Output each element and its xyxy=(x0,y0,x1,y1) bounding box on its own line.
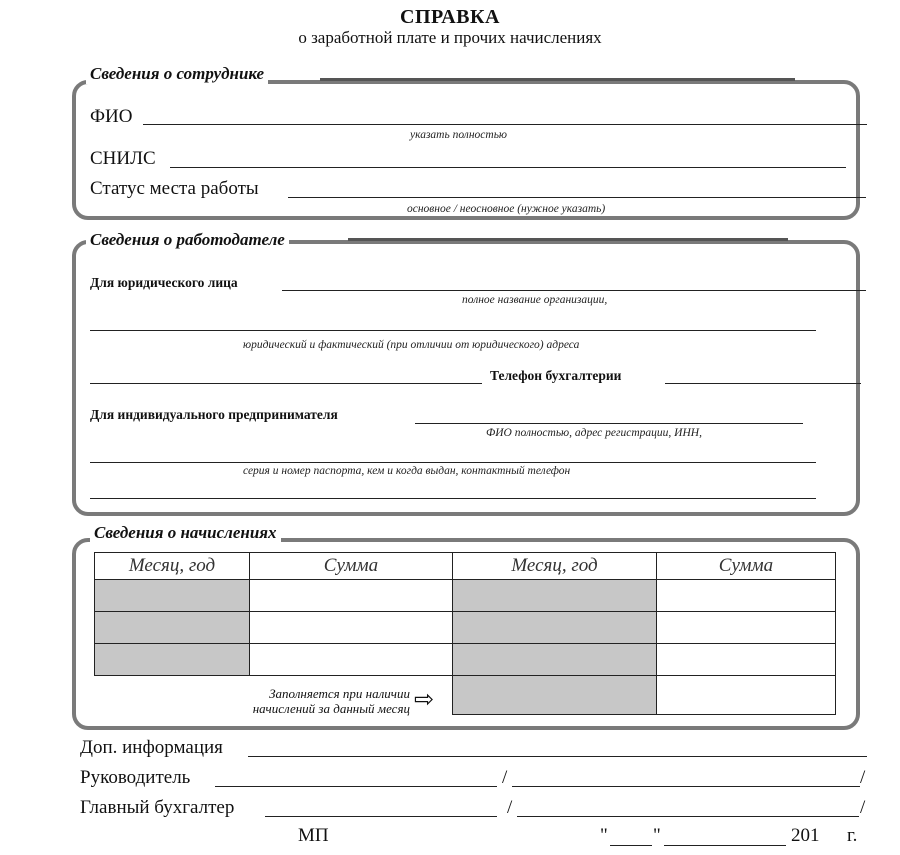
month-cell[interactable] xyxy=(453,676,657,715)
stamp-place-label: МП xyxy=(298,825,329,846)
head-name-field[interactable] xyxy=(512,786,860,787)
sum-cell[interactable] xyxy=(250,580,453,612)
month-cell[interactable] xyxy=(95,612,250,644)
sum-cell[interactable] xyxy=(657,644,836,676)
arrow-right-icon: ⇨ xyxy=(414,685,435,713)
fill-note xyxy=(184,686,410,716)
date-quote-close: " xyxy=(653,825,661,846)
date-day-field[interactable] xyxy=(610,845,652,846)
month-cell[interactable] xyxy=(453,580,657,612)
employee-section-box xyxy=(72,80,860,220)
chief-signature-field[interactable] xyxy=(265,816,497,817)
sum-cell[interactable] xyxy=(250,644,453,676)
passport-hint: серия и номер паспорта, кем и когда выдан, контактный телефон xyxy=(243,465,571,477)
legal-entity-field[interactable] xyxy=(282,290,866,291)
ip-field[interactable] xyxy=(415,423,803,424)
snils-label: СНИЛС xyxy=(90,148,156,169)
date-year-suffix: г. xyxy=(847,825,858,846)
employer-section-title: Сведения о работодателе xyxy=(86,230,289,250)
ip-details-field-2[interactable] xyxy=(90,498,816,499)
month-cell[interactable] xyxy=(95,580,250,612)
document-title: СПРАВКА xyxy=(400,6,500,28)
fio-hint: указать полностью xyxy=(410,129,508,141)
document-subtitle: о заработной плате и прочих начислениях xyxy=(298,28,602,47)
sum-cell[interactable] xyxy=(657,580,836,612)
status-label: Статус места работы xyxy=(90,178,259,199)
sum-header: Сумма xyxy=(250,553,453,580)
month-year-header: Месяц, год xyxy=(95,553,250,580)
month-cell[interactable] xyxy=(95,644,250,676)
accounting-phone-label: Телефон бухгалтерии xyxy=(490,368,622,383)
head-label: Руководитель xyxy=(80,767,191,788)
status-hint: основное / неосновное (нужное указать) xyxy=(407,203,606,215)
chief-slash: / xyxy=(507,797,513,818)
ip-label: Для индивидуального предпринимателя xyxy=(90,407,338,422)
chief-name-field[interactable] xyxy=(517,816,859,817)
ip-hint: ФИО полностью, адрес регистрации, ИНН, xyxy=(486,427,702,439)
head-slash: / xyxy=(502,767,508,788)
address-field[interactable] xyxy=(90,330,816,331)
sum-cell[interactable] xyxy=(657,612,836,644)
date-month-field[interactable] xyxy=(664,845,786,846)
date-quote-open: " xyxy=(600,825,608,846)
fio-field[interactable] xyxy=(143,124,867,125)
ip-details-field[interactable] xyxy=(90,462,816,463)
table-header-row xyxy=(95,553,836,580)
table-row xyxy=(95,580,836,612)
month-cell[interactable] xyxy=(453,612,657,644)
extra-info-field[interactable] xyxy=(248,756,867,757)
legal-entity-label: Для юридического лица xyxy=(90,275,238,290)
fill-note-line1: Заполняется при наличии xyxy=(269,686,410,701)
sum-cell[interactable] xyxy=(657,676,836,715)
snils-field[interactable] xyxy=(170,167,846,168)
month-year-header-2: Месяц, год xyxy=(453,553,657,580)
month-cell[interactable] xyxy=(453,644,657,676)
accounting-phone-field[interactable] xyxy=(665,383,861,384)
sum-header-2: Сумма xyxy=(657,553,836,580)
head-signature-field[interactable] xyxy=(215,786,497,787)
accruals-section-title: Сведения о начислениях xyxy=(90,523,281,543)
sum-cell[interactable] xyxy=(250,612,453,644)
employee-section-title: Сведения о сотруднике xyxy=(86,64,268,84)
address-hint: юридический и фактический (при отличии от юридического) адреса xyxy=(243,339,580,351)
chief-slash-end: / xyxy=(860,797,866,818)
table-row xyxy=(95,612,836,644)
employer-title-line xyxy=(348,238,788,241)
chief-accountant-label: Главный бухгалтер xyxy=(80,797,235,818)
extra-info-label: Доп. информация xyxy=(80,737,223,758)
fill-note-line2: начислений за данный месяц xyxy=(252,701,410,716)
head-slash-end: / xyxy=(860,767,866,788)
fio-label: ФИО xyxy=(90,106,133,127)
status-field[interactable] xyxy=(288,197,866,198)
address-field-2[interactable] xyxy=(90,383,482,384)
employee-title-line xyxy=(320,78,795,81)
table-row xyxy=(95,644,836,676)
legal-entity-hint: полное название организации, xyxy=(462,294,608,306)
date-year: 201 xyxy=(791,825,820,846)
